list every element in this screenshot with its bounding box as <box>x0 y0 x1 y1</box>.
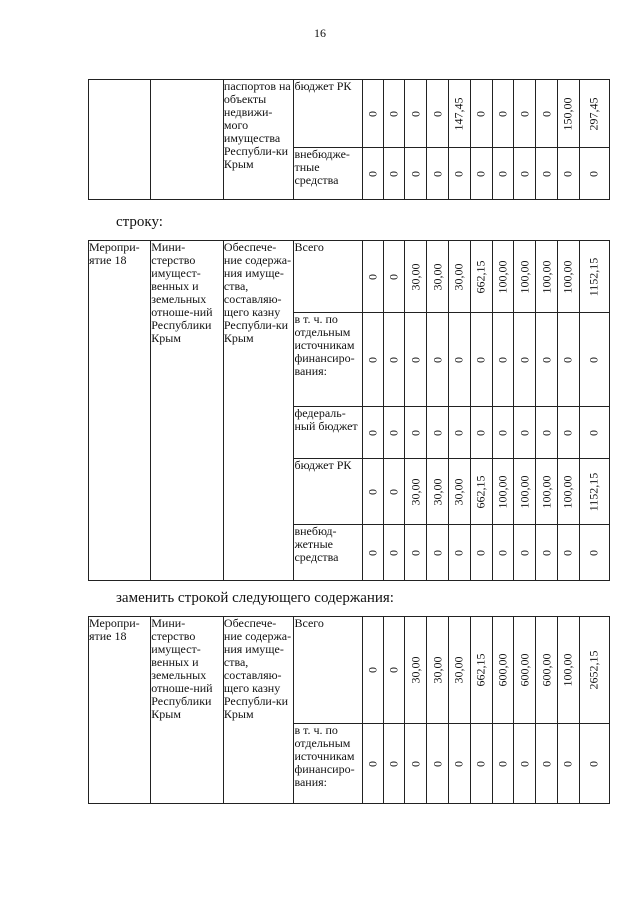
value-cell <box>514 241 536 313</box>
value-cell <box>579 525 609 581</box>
value-text: 0 <box>430 170 445 177</box>
value-cell <box>470 148 492 200</box>
value-cell <box>427 724 449 804</box>
value-cell <box>362 525 383 581</box>
value-text: 0 <box>365 356 380 363</box>
value-cell <box>449 407 471 459</box>
value-text: 30,00 <box>451 656 466 684</box>
value-cell <box>362 724 383 804</box>
value-cell <box>557 313 579 407</box>
value-text: 100,00 <box>539 260 554 293</box>
value-text: 0 <box>408 170 423 177</box>
cell-c3: паспортов на объекты недвижи-мого имущества Республи-ки Крым <box>223 80 294 200</box>
connector-text-1: строку: <box>116 214 163 230</box>
cell-c1: Меропри-ятие 18 <box>89 617 151 804</box>
value-text: 100,00 <box>495 260 510 293</box>
connector-text-2: заменить строкой следующего содержания: <box>116 590 394 606</box>
value-text: 0 <box>386 273 401 280</box>
value-text: 0 <box>451 429 466 436</box>
cell-c1: Меропри-ятие 18 <box>89 241 151 581</box>
value-cell <box>362 617 383 724</box>
value-text: 0 <box>586 760 601 767</box>
value-text: 0 <box>386 488 401 495</box>
value-cell <box>449 241 471 313</box>
value-text: 100,00 <box>560 653 575 687</box>
value-text: 662,15 <box>473 260 488 293</box>
value-text: 100,00 <box>517 475 532 508</box>
value-text: 0 <box>560 760 575 767</box>
table-row <box>89 80 610 148</box>
value-cell <box>579 241 609 313</box>
value-text: 30,00 <box>408 656 423 684</box>
value-cell <box>579 407 609 459</box>
value-cell <box>405 241 427 313</box>
value-cell <box>383 617 405 724</box>
value-cell <box>449 724 471 804</box>
row-label: Всего <box>294 241 362 313</box>
value-text: 30,00 <box>430 478 445 505</box>
value-cell <box>557 148 579 200</box>
value-cell <box>362 313 383 407</box>
cell-c3: Обеспече-ние содержа-ния имуще-ства, составляю-щего казну Республи-ки Крым <box>223 241 294 581</box>
value-cell <box>514 617 536 724</box>
value-text: 0 <box>408 760 423 767</box>
value-cell <box>405 313 427 407</box>
value-cell <box>383 724 405 804</box>
value-text: 30,00 <box>408 478 423 505</box>
value-text: 600,00 <box>495 653 510 687</box>
row-label: бюджет РК <box>294 80 362 148</box>
value-cell <box>405 724 427 804</box>
value-cell <box>383 459 405 525</box>
value-cell <box>492 313 514 407</box>
value-cell <box>536 148 558 200</box>
value-text: 0 <box>517 170 532 177</box>
table-row <box>89 617 610 724</box>
value-cell <box>449 148 471 200</box>
row-label: внебюдже-тные средства <box>294 148 362 200</box>
row-label: в т. ч. по отдельным источникам финансиро-вания: <box>294 313 362 407</box>
value-cell <box>405 148 427 200</box>
value-cell <box>514 80 536 148</box>
value-cell <box>470 313 492 407</box>
value-cell <box>536 241 558 313</box>
value-text: 600,00 <box>539 653 554 687</box>
value-text: 2652,15 <box>586 650 601 690</box>
value-text: 0 <box>495 760 510 767</box>
value-cell <box>362 80 383 148</box>
value-text: 0 <box>586 549 601 556</box>
value-text: 0 <box>473 110 488 117</box>
value-text: 0 <box>539 429 554 436</box>
value-text: 0 <box>408 429 423 436</box>
value-text: 0 <box>430 549 445 556</box>
value-text: 0 <box>495 356 510 363</box>
value-cell <box>427 459 449 525</box>
value-cell <box>536 407 558 459</box>
value-text: 0 <box>560 549 575 556</box>
value-cell <box>383 80 405 148</box>
value-text: 0 <box>517 760 532 767</box>
value-cell <box>514 148 536 200</box>
value-text: 600,00 <box>517 653 532 687</box>
value-text: 30,00 <box>451 478 466 505</box>
page-number: 16 <box>314 26 326 40</box>
value-cell <box>557 525 579 581</box>
value-text: 30,00 <box>451 263 466 290</box>
value-cell <box>579 80 609 148</box>
value-text: 0 <box>560 170 575 177</box>
value-text: 0 <box>495 549 510 556</box>
value-text: 30,00 <box>408 263 423 290</box>
value-text: 0 <box>408 110 423 117</box>
cell-c2: Мини-стерство имущест-венных и земельных отноше-ний Республики Крым <box>151 617 224 804</box>
value-cell <box>536 313 558 407</box>
value-cell <box>362 459 383 525</box>
value-text: 1152,15 <box>586 257 601 296</box>
value-text: 0 <box>473 170 488 177</box>
value-cell <box>470 80 492 148</box>
row-label: бюджет РК <box>294 459 362 525</box>
value-text: 1152,15 <box>586 472 601 511</box>
value-cell <box>405 407 427 459</box>
value-cell <box>427 148 449 200</box>
value-text: 30,00 <box>430 263 445 290</box>
value-text: 0 <box>451 170 466 177</box>
value-text: 0 <box>365 667 380 673</box>
value-cell <box>470 407 492 459</box>
value-text: 0 <box>386 549 401 556</box>
value-text: 662,15 <box>473 653 488 687</box>
value-text: 297,45 <box>586 97 601 130</box>
value-cell <box>383 407 405 459</box>
value-cell <box>362 148 383 200</box>
value-cell <box>536 724 558 804</box>
value-cell <box>579 313 609 407</box>
value-text: 147,45 <box>451 97 466 130</box>
value-text: 0 <box>539 356 554 363</box>
value-text: 0 <box>495 170 510 177</box>
value-text: 0 <box>495 110 510 117</box>
value-cell <box>470 617 492 724</box>
value-cell <box>536 617 558 724</box>
value-cell <box>427 617 449 724</box>
value-text: 0 <box>539 110 554 117</box>
value-cell <box>557 459 579 525</box>
value-cell <box>514 407 536 459</box>
value-text: 0 <box>386 760 401 767</box>
value-cell <box>492 148 514 200</box>
value-cell <box>536 459 558 525</box>
value-text: 0 <box>517 356 532 363</box>
table-top <box>88 79 610 200</box>
value-cell <box>514 525 536 581</box>
value-cell <box>557 80 579 148</box>
value-text: 0 <box>560 356 575 363</box>
value-text: 100,00 <box>539 475 554 508</box>
value-text: 100,00 <box>517 260 532 293</box>
value-cell <box>449 459 471 525</box>
value-cell <box>557 407 579 459</box>
value-text: 0 <box>365 273 380 280</box>
value-text: 0 <box>365 110 380 117</box>
row-label: федераль-ный бюджет <box>294 407 362 459</box>
cell-c1 <box>89 80 151 200</box>
value-text: 0 <box>451 760 466 767</box>
value-cell <box>470 724 492 804</box>
value-cell <box>536 525 558 581</box>
value-text: 0 <box>386 356 401 363</box>
value-text: 100,00 <box>495 475 510 508</box>
value-text: 0 <box>517 549 532 556</box>
value-text: 0 <box>430 429 445 436</box>
value-text: 150,00 <box>560 97 575 130</box>
value-cell <box>405 459 427 525</box>
value-cell <box>427 241 449 313</box>
value-cell <box>557 617 579 724</box>
value-cell <box>405 80 427 148</box>
value-cell <box>514 313 536 407</box>
value-cell <box>514 724 536 804</box>
value-text: 0 <box>386 110 401 117</box>
value-cell <box>405 617 427 724</box>
value-text: 0 <box>473 429 488 436</box>
value-text: 0 <box>539 760 554 767</box>
value-text: 0 <box>586 170 601 177</box>
value-text: 0 <box>539 549 554 556</box>
value-text: 0 <box>430 760 445 767</box>
value-cell <box>383 313 405 407</box>
value-text: 662,15 <box>473 475 488 508</box>
value-text: 0 <box>586 429 601 436</box>
cell-c3: Обеспече-ние содержа-ния имуще-ства, составляю-щего казну Республи-ки Крым <box>223 617 294 804</box>
value-cell <box>557 724 579 804</box>
value-cell <box>579 617 609 724</box>
value-text: 0 <box>495 429 510 436</box>
value-cell <box>470 525 492 581</box>
value-cell <box>427 80 449 148</box>
value-cell <box>449 617 471 724</box>
value-cell <box>470 459 492 525</box>
value-text: 0 <box>451 356 466 363</box>
value-cell <box>579 459 609 525</box>
value-cell <box>492 407 514 459</box>
value-cell <box>449 525 471 581</box>
value-text: 0 <box>365 170 380 177</box>
row-label: Всего <box>294 617 362 724</box>
value-text: 0 <box>365 760 380 767</box>
value-text: 0 <box>430 110 445 117</box>
value-text: 0 <box>517 429 532 436</box>
value-text: 0 <box>586 356 601 363</box>
value-text: 0 <box>386 429 401 436</box>
value-cell <box>362 241 383 313</box>
value-cell <box>449 80 471 148</box>
value-cell <box>383 525 405 581</box>
value-cell <box>492 724 514 804</box>
value-text: 0 <box>451 549 466 556</box>
value-cell <box>427 313 449 407</box>
row-label: в т. ч. по отдельным источникам финансиро-вания: <box>294 724 362 804</box>
table-bot <box>88 616 610 804</box>
table-row <box>89 241 610 313</box>
value-cell <box>492 525 514 581</box>
value-cell <box>427 525 449 581</box>
value-text: 30,00 <box>430 656 445 684</box>
value-text: 0 <box>386 170 401 177</box>
value-cell <box>579 724 609 804</box>
value-text: 0 <box>517 110 532 117</box>
value-text: 0 <box>365 429 380 436</box>
value-text: 100,00 <box>560 475 575 508</box>
cell-c2 <box>151 80 224 200</box>
value-text: 0 <box>560 429 575 436</box>
value-text: 0 <box>365 549 380 556</box>
value-text: 0 <box>408 549 423 556</box>
value-cell <box>405 525 427 581</box>
cell-c2: Мини-стерство имущест-венных и земельных отноше-ний Республики Крым <box>151 241 224 581</box>
table-mid <box>88 240 610 581</box>
value-cell <box>536 80 558 148</box>
value-text: 0 <box>539 170 554 177</box>
value-cell <box>557 241 579 313</box>
value-text: 0 <box>386 667 401 673</box>
value-text: 0 <box>473 549 488 556</box>
value-cell <box>449 313 471 407</box>
value-cell <box>427 407 449 459</box>
value-cell <box>470 241 492 313</box>
value-text: 0 <box>473 760 488 767</box>
value-text: 0 <box>430 356 445 363</box>
value-cell <box>492 459 514 525</box>
value-text: 0 <box>473 356 488 363</box>
row-label: внебюд-жетные средства <box>294 525 362 581</box>
value-cell <box>514 459 536 525</box>
value-text: 0 <box>365 488 380 495</box>
value-cell <box>579 148 609 200</box>
value-text: 0 <box>408 356 423 363</box>
value-cell <box>492 80 514 148</box>
value-cell <box>383 148 405 200</box>
value-cell <box>492 241 514 313</box>
value-text: 100,00 <box>560 260 575 293</box>
value-cell <box>383 241 405 313</box>
value-cell <box>492 617 514 724</box>
value-cell <box>362 407 383 459</box>
